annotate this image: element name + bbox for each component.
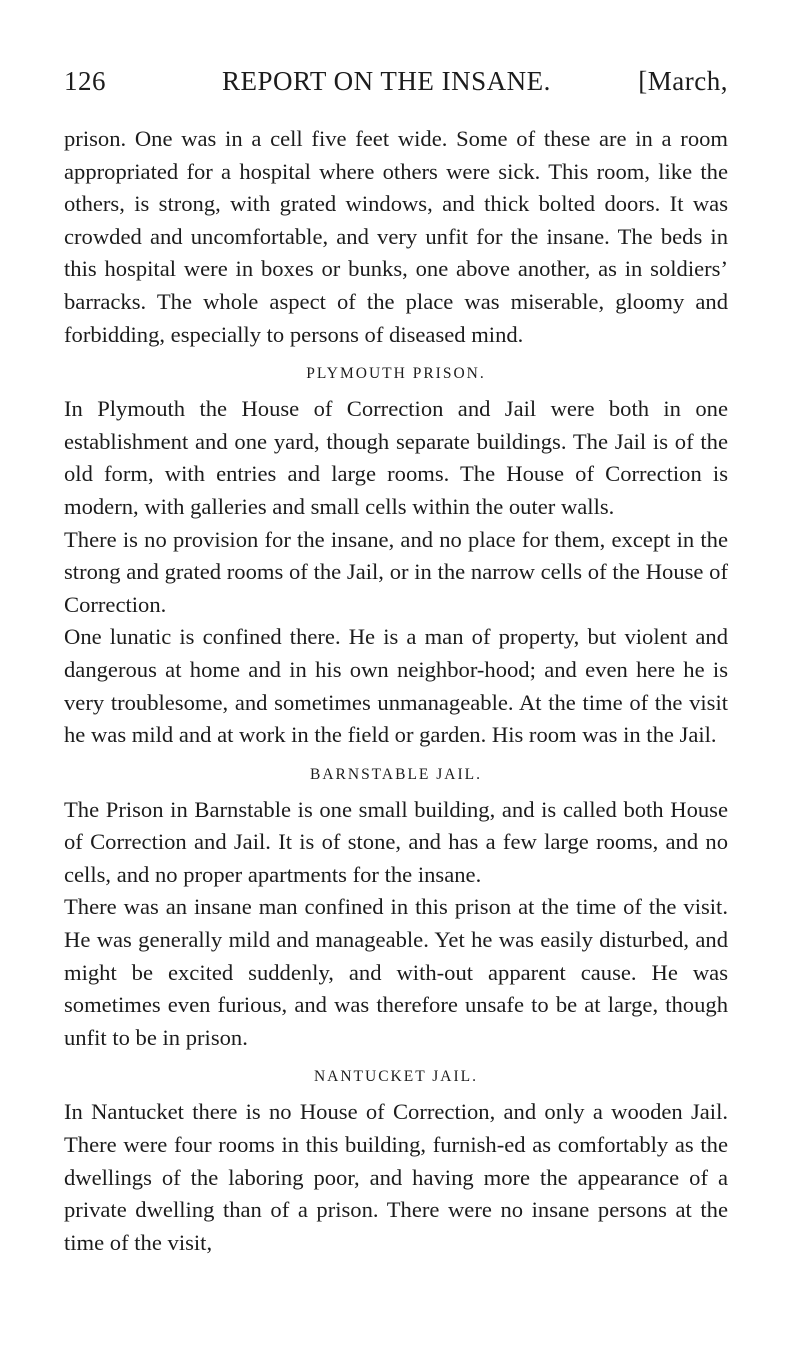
book-page: [64, 0, 728, 1259]
paragraph: One lunatic is confined there. He is a man of property, but violent and dangerous at home and in his own neighbor-hood; and even here he is very troublesome, and sometimes unmanageable. At the time of the visit he was mild and at work in the field or garden. His room was in the Jail.: [64, 624, 728, 748]
paragraph: In Nantucket there is no House of Correction, and only a wooden Jail. There were four rooms in this building, furnish-ed as comfortably as the dwellings of the laboring poor, and having more the appearance of a private dwelling than of a prison. There were no insane persons at the time of the visit,: [64, 1099, 728, 1255]
paragraph: In Plymouth the House of Correction and Jail were both in one establishment and one yard, though separate buildings. The Jail is of the old form, with entries and large rooms. The House of Correction is modern, with galleries and small cells within the outer walls.: [64, 396, 728, 519]
running-header: [64, 66, 728, 106]
running-title: REPORT ON THE INSANE.: [222, 66, 551, 96]
paragraph: The Prison in Barnstable is one small building, and is called both House of Correction and Jail. It is of stone, and has a few large rooms, and no cells, and no proper apartments for the insane.: [64, 796, 728, 887]
section-heading-nantucket: NANTUCKET JAIL.: [313, 1068, 479, 1086]
section-heading-plymouth: PLYMOUTH PRISON.: [306, 365, 486, 383]
section-heading-barnstable: BARNSTABLE JAIL.: [310, 765, 482, 783]
page-number: 126: [64, 66, 106, 96]
body-text: [64, 123, 728, 1259]
paragraph: There was an insane man confined in this prison at the time of the visit. He was generally mild and manageable. Yet he was easily disturbed, and might be excited suddenly, and with-out apparent cause. He was sometimes even furious, and was therefore unsafe to be at large, though unfit to be in prison.: [64, 894, 728, 1050]
paragraph: There is no provision for the insane, and no place for them, except in the strong and grated rooms of the Jail, or in the narrow cells of the House of Correction.: [64, 526, 728, 617]
section-date: [March,: [638, 66, 728, 96]
paragraph-continued: prison. One was in a cell five feet wide. Some of these are in a room appropriated for a hospital where others were sick. This room, like the others, is strong, with grated windows, and thick bolted doors. It was crowded and uncomfortable, and very unfit for the insane. The beds in this hospital were in boxes or bunks, one above another, as in soldiers’ barracks. The whole aspect of the place was miserable, gloomy and forbidding, especially to persons of diseased mind.: [64, 126, 728, 347]
